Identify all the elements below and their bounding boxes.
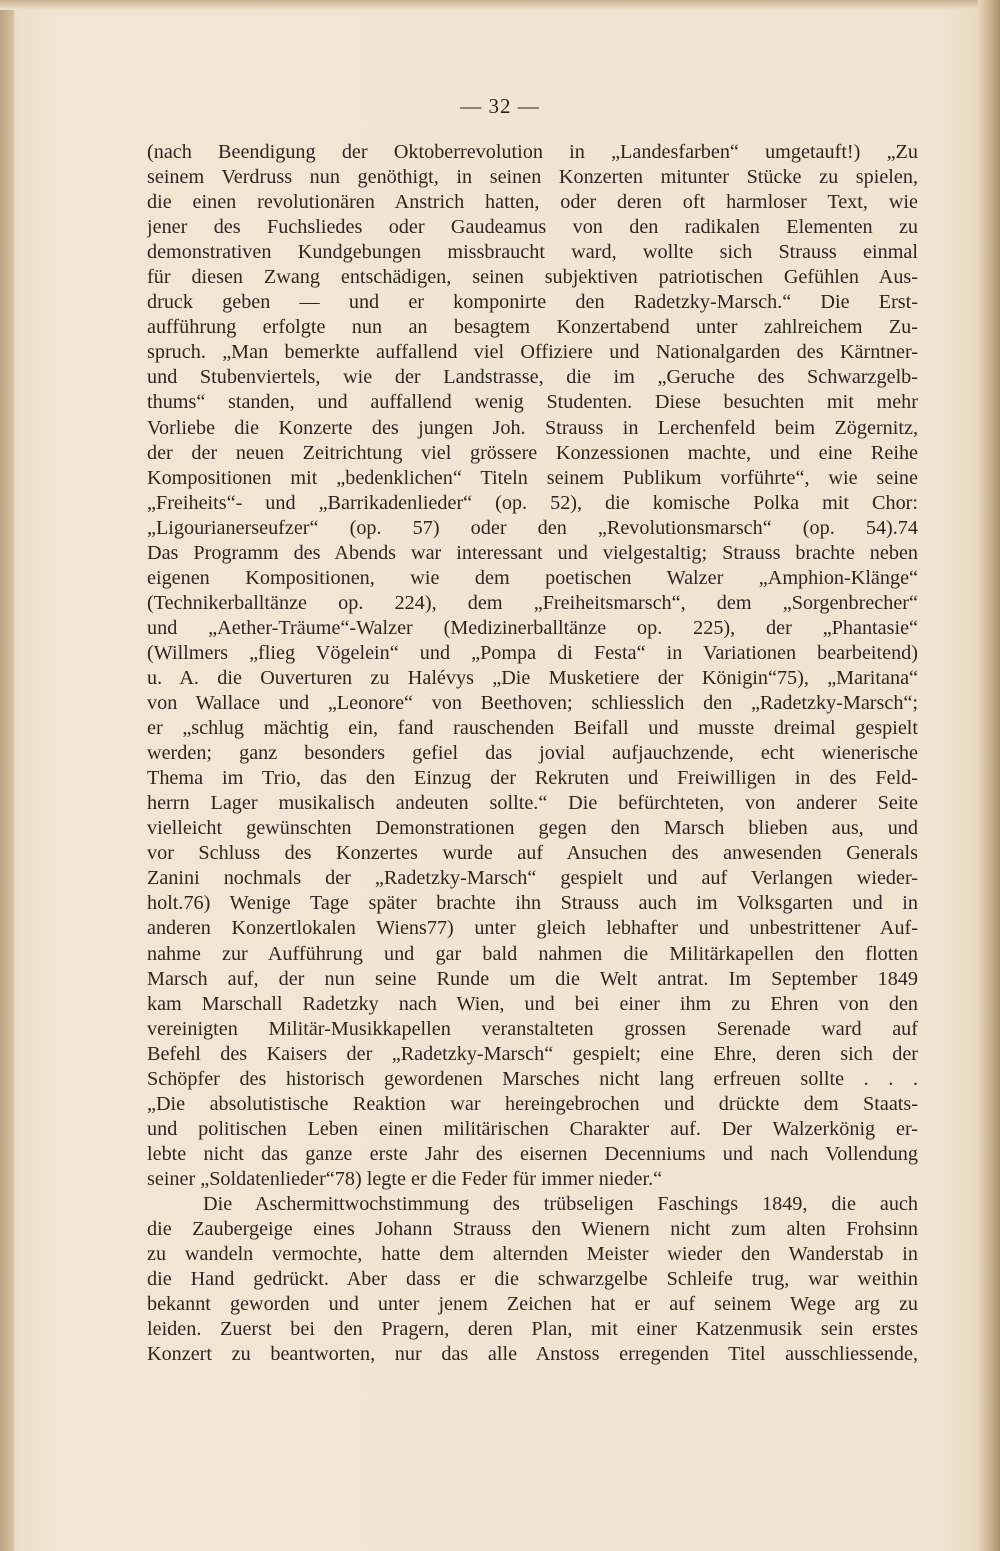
text-line: kam Marschall Radetzky nach Wien, und bei einer ihm zu Ehren von den <box>147 992 918 1015</box>
text-line: Zanini nochmals der „Radetzky-Marsch“ gespielt und auf Verlangen wieder- <box>147 867 918 890</box>
text-line: die Zaubergeige eines Johann Strauss den Wienern nicht zum alten Frohsinn <box>147 1218 918 1241</box>
text-line: von Wallace und „Leonore“ von Beethoven; schliesslich den „Radetzky-Marsch“; <box>147 692 918 715</box>
text-line: vielleicht gewünschten Demonstrationen gegen den Marsch blieben aus, und <box>147 817 918 840</box>
text-line: und politischen Leben einen militärischen Charakter auf. Der Walzerkönig er- <box>147 1117 918 1140</box>
text-line: leiden. Zuerst bei den Pragern, deren Plan, mit einer Katzenmusik sein erstes <box>147 1318 918 1341</box>
page-left-edge <box>0 0 14 1551</box>
text-line: Kompositionen mit „bedenklichen“ Titeln seinem Publikum vorführte“, wie seine <box>147 466 918 489</box>
text-line: lebte nicht das ganze erste Jahr des eisernen Decenniums und nach Vollendung <box>147 1142 918 1165</box>
text-line: und Stubenviertels, wie der Landstrasse, die im „Geruche des Schwarzgelb- <box>147 366 918 389</box>
text-line: thums“ standen, und auffallend wenig Studenten. Diese besuchten mit mehr <box>147 391 918 414</box>
text-line: zu wandeln vermochte, hatte dem alternden Meister wieder den Wanderstab in <box>147 1243 918 1266</box>
text-line: anderen Konzertlokalen Wiens77) unter gleich lebhafter und unbestrittener Auf- <box>147 917 918 940</box>
text-line: Befehl des Kaisers der „Radetzky-Marsch“ gespielt; eine Ehre, deren sich der <box>147 1042 918 1065</box>
page-right-edge <box>978 0 1000 1551</box>
text-line: Vorliebe die Konzerte des jungen Joh. Strauss in Lerchenfeld beim Zögernitz, <box>147 416 918 439</box>
text-line: nahme zur Aufführung und gar bald nahmen die Militärkapellen den flotten <box>147 942 918 965</box>
text-line: (Technikerballtänze op. 224), dem „Freiheitsmarsch“, dem „Sorgenbrecher“ <box>147 591 918 614</box>
text-line: u. A. die Ouverturen zu Halévys „Die Musketiere der Königin“75), „Maritana“ <box>147 666 918 689</box>
text-line: (Willmers „flieg Vögelein“ und „Pompa di Festa“ in Variationen bearbeitend) <box>147 641 918 664</box>
text-line: die Hand gedrückt. Aber dass er die schwarzgelbe Schleife trug, war weithin <box>147 1268 918 1291</box>
text-line: Das Programm des Abends war interessant und vielgestaltig; Strauss brachte neben <box>147 541 918 564</box>
text-line: herrn Lager musikalisch andeuten sollte.“ Die befürchteten, von anderer Seite <box>147 792 918 815</box>
text-line: holt.76) Wenige Tage später brachte ihn Strauss auch im Volksgarten und in <box>147 892 918 915</box>
text-line: „Ligourianerseufzer“ (op. 57) oder den „Revolutionsmarsch“ (op. 54).74 <box>147 516 918 539</box>
page-top-edge <box>0 0 1000 10</box>
text-line: (nach Beendigung der Oktoberrevolution in „Landesfarben“ umgetauft!) „Zu <box>147 141 918 163</box>
text-line: er „schlug mächtig ein, fand rauschenden Beifall und musste dreimal gespielt <box>147 717 918 740</box>
page-number: — 32 — <box>460 94 540 118</box>
text-line: seiner „Soldatenlieder“78) legte er die Feder für immer nieder.“ <box>147 1167 663 1190</box>
text-line: druck geben — und er komponirte den Radetzky-Marsch.“ Die Erst- <box>147 291 918 314</box>
text-line: Marsch auf, der nun seine Runde um die Welt antrat. Im September 1849 <box>147 967 918 990</box>
text-line: Konzert zu beantworten, nur das alle Anstoss erregenden Titel ausschliessende, <box>147 1343 918 1366</box>
text-line: für diesen Zwang entschädigen, seinen subjektiven patriotischen Gefühlen Aus- <box>147 266 918 289</box>
text-line: werden; ganz besonders gefiel das jovial aufjauchzende, echt wienerische <box>147 742 918 765</box>
text-line: seinem Verdruss nun genöthigt, in seinen Konzerten mitunter Stücke zu spielen, <box>147 166 918 189</box>
text-line: vor Schluss des Konzertes wurde auf Ansuchen des anwesenden Generals <box>147 842 918 865</box>
text-line: und „Aether-Träume“-Walzer (Medizinerballtänze op. 225), der „Phantasie“ <box>147 616 918 639</box>
text-line: bekannt geworden und unter jenem Zeichen hat er auf seinem Wege arg zu <box>147 1293 918 1316</box>
text-line: Die Aschermittwochstimmung des trübseligen Faschings 1849, die auch <box>203 1192 918 1215</box>
body-text <box>147 140 918 1367</box>
text-line: aufführung erfolgte nun an besagtem Konzertabend unter zahlreichem Zu- <box>147 316 918 339</box>
text-line: Schöpfer des historisch gewordenen Marsches nicht lang erfreuen sollte . . . <box>147 1067 918 1090</box>
text-line: der der neuen Zeitrichtung viel grössere Konzessionen machte, und eine Reihe <box>147 441 918 464</box>
text-line: vereinigten Militär-Musikkapellen veranstalteten grossen Serenade ward auf <box>147 1017 918 1040</box>
text-line: „Die absolutistische Reaktion war hereingebrochen und drückte dem Staats- <box>147 1092 918 1115</box>
text-line: demonstrativen Kundgebungen missbraucht ward, wollte sich Strauss einmal <box>147 241 918 264</box>
text-line: jener des Fuchsliedes oder Gaudeamus von den radikalen Elementen zu <box>147 216 918 239</box>
text-line: spruch. „Man bemerkte auffallend viel Offiziere und Nationalgarden des Kärntner- <box>147 341 918 364</box>
text-line: „Freiheits“- und „Barrikadenlieder“ (op. 52), die komische Polka mit Chor: <box>147 491 918 514</box>
text-line: die einen revolutionären Anstrich hatten, oder deren oft harmloser Text, wie <box>147 191 918 214</box>
text-line: Thema im Trio, das den Einzug der Rekruten und Freiwilligen in des Feld- <box>147 767 918 790</box>
text-line: eigenen Kompositionen, wie dem poetischen Walzer „Amphion-Klänge“ <box>147 566 918 589</box>
